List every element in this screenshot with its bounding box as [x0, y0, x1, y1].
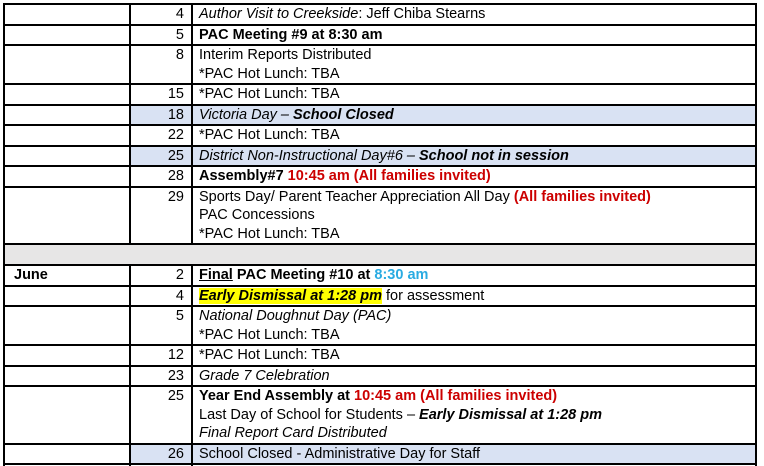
row-may-15 — [4, 84, 756, 105]
month-cell — [4, 166, 130, 187]
date-cell: 23 — [130, 366, 192, 387]
month-cell — [4, 45, 130, 84]
date-cell: 15 — [130, 84, 192, 105]
date-cell: 26 — [130, 444, 192, 465]
row-june-25-year-end — [4, 386, 756, 444]
school-calendar-table — [3, 3, 757, 466]
row-june-2-pac-meeting — [4, 265, 756, 286]
event-cell — [192, 187, 756, 245]
month-cell — [4, 345, 130, 366]
row-may-5 — [4, 25, 756, 46]
separator-cell — [4, 244, 756, 265]
month-separator-band — [4, 244, 756, 265]
event-time: 8:30 am — [374, 267, 429, 283]
month-cell — [4, 125, 130, 146]
event-cell — [192, 25, 756, 46]
row-may-22 — [4, 125, 756, 146]
month-cell — [4, 25, 130, 46]
row-may-28-assembly — [4, 166, 756, 187]
event-title: Year End Assembly at — [199, 388, 355, 404]
date-cell: 8 — [130, 45, 192, 84]
event-title: Grade 7 Celebration — [199, 367, 330, 384]
event-cell — [192, 444, 756, 465]
month-cell — [4, 306, 130, 345]
date-cell: 22 — [130, 125, 192, 146]
closed-status: School Closed — [293, 106, 394, 123]
date-cell: 18 — [130, 105, 192, 126]
row-may-4 — [4, 4, 756, 25]
event-line — [199, 387, 751, 406]
event-line — [199, 406, 751, 425]
event-title: Sports Day/ Parent Teacher Appreciation All Day — [199, 188, 514, 205]
row-may-25-non-instructional — [4, 146, 756, 167]
date-cell: 4 — [130, 286, 192, 307]
month-cell — [4, 187, 130, 245]
date-cell: 2 — [130, 265, 192, 286]
event-cell — [192, 84, 756, 105]
event-cell — [192, 105, 756, 126]
row-june-26-admin-day — [4, 444, 756, 465]
row-june-4-early-dismissal — [4, 286, 756, 307]
row-june-12 — [4, 345, 756, 366]
event-line: PAC Concessions — [199, 207, 315, 223]
date-cell: 4 — [130, 4, 192, 25]
date-cell: 25 — [130, 386, 192, 444]
event-cell — [192, 146, 756, 167]
event-title: Author Visit to Creekside — [199, 6, 359, 22]
event-cell — [192, 286, 756, 307]
event-cell — [192, 366, 756, 387]
event-cell — [192, 386, 756, 444]
invite-note: (All families invited) — [513, 188, 651, 205]
event-line — [199, 188, 751, 207]
event-line: Interim Reports Distributed — [199, 47, 372, 63]
date-cell: 12 — [130, 345, 192, 366]
highlighted-text: Early Dismissal at 1:28 pm — [199, 287, 382, 304]
event-line: Final Report Card Distributed — [199, 425, 387, 441]
date-cell: 5 — [130, 25, 192, 46]
event-cell — [192, 4, 756, 25]
date-cell: 5 — [130, 306, 192, 345]
event-title: PAC Meeting #10 at — [232, 267, 375, 283]
month-cell — [4, 146, 130, 167]
holiday-name: District Non-Instructional Day#6 – — [199, 147, 419, 164]
month-label-cell: June — [4, 265, 130, 286]
event-time-invite: 10:45 am (All families invited) — [287, 168, 491, 184]
event-detail: Last Day of School for Students – — [199, 406, 420, 423]
event-title: *PAC Hot Lunch: TBA — [199, 127, 340, 143]
row-june-23-grade7 — [4, 366, 756, 387]
month-cell — [4, 444, 130, 465]
event-line: *PAC Hot Lunch: TBA — [199, 326, 340, 343]
event-title: PAC Meeting #9 at 8:30 am — [199, 26, 383, 43]
month-cell — [4, 366, 130, 387]
month-cell — [4, 286, 130, 307]
date-cell: 28 — [130, 166, 192, 187]
event-title: *PAC Hot Lunch: TBA — [199, 347, 340, 363]
early-dismissal-note: Early Dismissal at 1:28 pm — [419, 406, 603, 423]
event-line: National Doughnut Day (PAC) — [199, 308, 392, 324]
date-cell: 25 — [130, 146, 192, 167]
event-title: Assembly#7 — [199, 168, 288, 184]
month-cell — [4, 105, 130, 126]
holiday-name: Victoria Day – — [199, 106, 294, 123]
event-line: *PAC Hot Lunch: TBA — [199, 65, 340, 82]
row-may-29-sports-day — [4, 187, 756, 245]
event-time-invite: 10:45 am (All families invited) — [354, 388, 558, 404]
event-line: *PAC Hot Lunch: TBA — [199, 225, 340, 242]
event-cell — [192, 166, 756, 187]
event-cell — [192, 345, 756, 366]
event-title: School Closed - Administrative Day for Staff — [199, 445, 480, 462]
row-june-5-doughnut-day — [4, 306, 756, 345]
event-cell — [192, 306, 756, 345]
month-cell — [4, 386, 130, 444]
event-cell — [192, 265, 756, 286]
month-cell — [4, 84, 130, 105]
event-detail: : Jeff Chiba Stearns — [358, 6, 486, 22]
closed-status: School not in session — [419, 147, 569, 164]
date-cell: 29 — [130, 187, 192, 245]
event-cell — [192, 125, 756, 146]
event-cell — [192, 45, 756, 84]
row-may-18-school-closed — [4, 105, 756, 126]
month-cell — [4, 4, 130, 25]
row-may-8 — [4, 45, 756, 84]
event-title: *PAC Hot Lunch: TBA — [199, 86, 340, 102]
final-label: Final — [199, 267, 233, 283]
event-detail: for assessment — [381, 287, 485, 304]
